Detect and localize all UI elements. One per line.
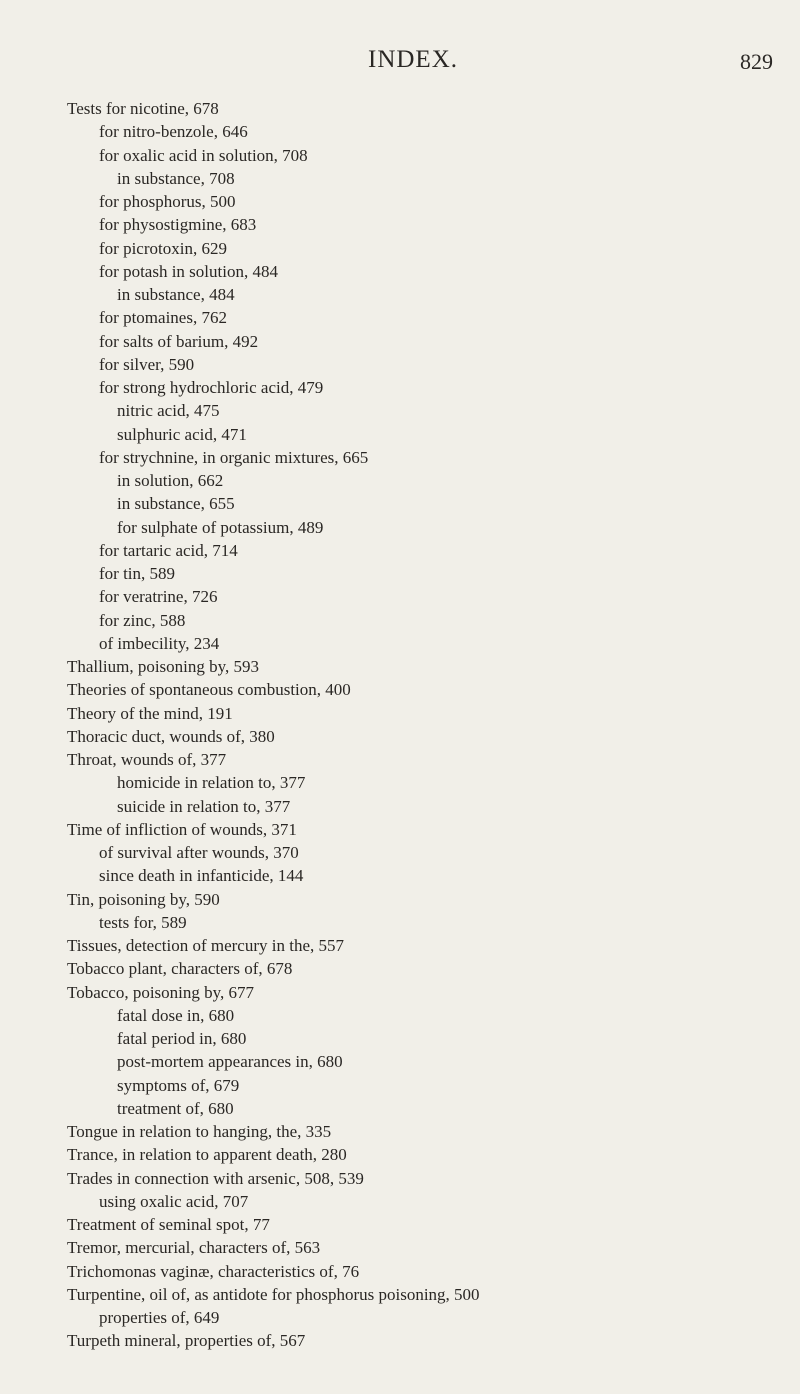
index-entry: Tin, poisoning by, 590 bbox=[67, 889, 220, 909]
index-entry: Theory of the mind, 191 bbox=[67, 703, 233, 723]
index-subentry: in substance, 484 bbox=[117, 285, 235, 304]
page-number: 829 bbox=[740, 49, 773, 74]
index-entry: Tests for nicotine, 678 bbox=[67, 99, 219, 118]
index-subentry: for zinc, 588 bbox=[99, 610, 186, 630]
index-entry: Turpeth mineral, properties of, 567 bbox=[67, 1331, 306, 1351]
index-subentry: for potash in solution, 484 bbox=[99, 261, 278, 281]
page-title: INDEX. bbox=[368, 46, 459, 73]
index-entry: Turpentine, oil of, as antidote for phosphorus poisoning, 500 bbox=[67, 1284, 480, 1304]
index-subentry: for ptomaines, 762 bbox=[99, 308, 227, 328]
index-subentry: for oxalic acid in solution, 708 bbox=[99, 145, 308, 165]
index-subentry: for strychnine, in organic mixtures, 665 bbox=[99, 447, 369, 467]
index-subentry: treatment of, 680 bbox=[117, 1098, 234, 1118]
index-entry: Thallium, poisoning by, 593 bbox=[67, 657, 260, 676]
index-subentry: nitric acid, 475 bbox=[117, 401, 220, 421]
index-entry: Time of infliction of wounds, 371 bbox=[67, 819, 297, 839]
index-entry: Treatment of seminal spot, 77 bbox=[67, 1215, 270, 1234]
index-subentry: properties of, 649 bbox=[99, 1308, 220, 1327]
index-subentry: for silver, 590 bbox=[99, 354, 195, 374]
index-entry: Throat, wounds of, 377 bbox=[67, 750, 227, 769]
index-subentry: in solution, 662 bbox=[117, 471, 224, 490]
index-entry: Tongue in relation to hanging, the, 335 bbox=[67, 1122, 332, 1141]
index-subentry: in substance, 655 bbox=[117, 494, 235, 514]
index-subentry: suicide in relation to, 377 bbox=[117, 796, 291, 816]
index-subentry: tests for, 589 bbox=[99, 912, 187, 932]
index-subentry: for phosphorus, 500 bbox=[99, 192, 236, 211]
index-entry: Theories of spontaneous combustion, 400 bbox=[67, 680, 351, 700]
index-subentry: fatal dose in, 680 bbox=[117, 1005, 235, 1025]
index-subentry: for nitro-benzole, 646 bbox=[99, 122, 248, 142]
index-subentry: for physostigmine, 683 bbox=[99, 215, 257, 235]
index-subentry: since death in infanticide, 144 bbox=[99, 866, 304, 886]
index-entry: Trichomonas vaginæ, characteristics of, 76 bbox=[67, 1261, 360, 1281]
index-subentry: homicide in relation to, 377 bbox=[117, 773, 306, 793]
index-entry: Tobacco plant, characters of, 678 bbox=[67, 959, 293, 979]
index-entry: Trance, in relation to apparent death, 280 bbox=[67, 1145, 347, 1165]
index-subentry: symptoms of, 679 bbox=[117, 1075, 240, 1095]
index-subentry: for strong hydrochloric acid, 479 bbox=[99, 378, 324, 397]
index-subentry: for sulphate of potassium, 489 bbox=[117, 517, 324, 537]
index-entry: Tobacco, poisoning by, 677 bbox=[67, 982, 255, 1002]
index-entry: Tissues, detection of mercury in the, 557 bbox=[67, 936, 344, 955]
index-subentry: post-mortem appearances in, 680 bbox=[117, 1052, 343, 1072]
index-entry: Tremor, mercurial, characters of, 563 bbox=[67, 1238, 321, 1258]
page-header bbox=[0, 44, 800, 84]
index-subentry: of survival after wounds, 370 bbox=[99, 843, 299, 862]
index-subentry: using oxalic acid, 707 bbox=[99, 1191, 249, 1211]
index-subentry: for picrotoxin, 629 bbox=[99, 238, 227, 258]
index-entry: Thoracic duct, wounds of, 380 bbox=[67, 726, 275, 746]
index-subentry: in substance, 708 bbox=[117, 168, 235, 188]
index-subentry: for salts of barium, 492 bbox=[99, 331, 259, 351]
index-entry: Trades in connection with arsenic, 508, 539 bbox=[67, 1168, 364, 1188]
index-subentry: fatal period in, 680 bbox=[117, 1029, 247, 1048]
index-subentry: sulphuric acid, 471 bbox=[117, 424, 247, 444]
index-subentry: for tin, 589 bbox=[99, 564, 176, 583]
index-entries bbox=[67, 97, 787, 1353]
index-subentry: of imbecility, 234 bbox=[99, 633, 220, 653]
index-subentry: for veratrine, 726 bbox=[99, 587, 218, 607]
index-subentry: for tartaric acid, 714 bbox=[99, 540, 238, 560]
